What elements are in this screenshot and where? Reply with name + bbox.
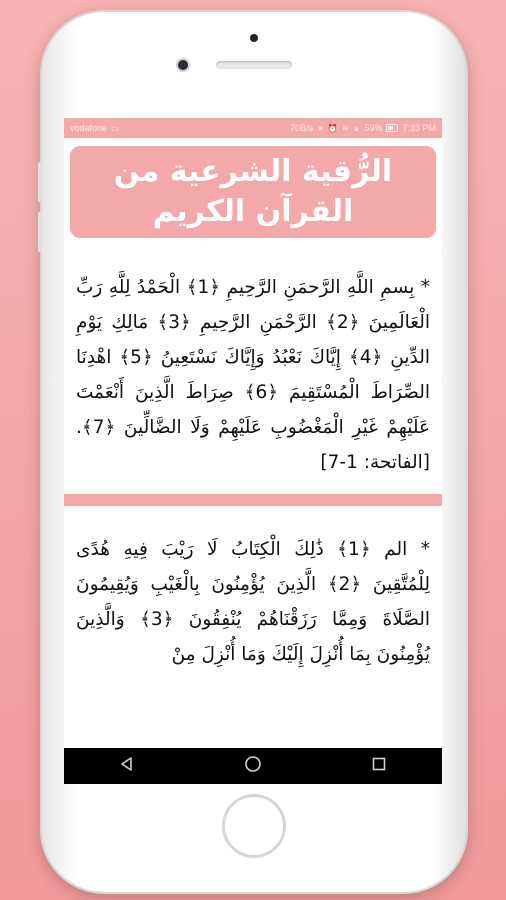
mute-icon: ✕ (317, 123, 324, 133)
page-title-line1: الرُّقية الشرعية من (113, 154, 393, 189)
back-triangle-icon[interactable] (119, 756, 135, 776)
app-screen (64, 118, 442, 784)
screenshot-icon: ▭ (111, 123, 119, 133)
page-title-card (70, 146, 436, 238)
network-speed: 70B/s (290, 123, 314, 133)
navigation-bar (64, 748, 442, 784)
battery-percent: 59% (364, 123, 383, 133)
section-divider (64, 494, 442, 506)
home-button[interactable] (222, 794, 286, 858)
status-time: 7:33 PM (402, 123, 436, 133)
volume-button (38, 162, 42, 202)
verse-block: * بِسمِ اللَّهِ الرَّحمَنِ الرَّحِيمِ ﴿1﴾ الْحَمْدُ لِلَّهِ رَبِّ الْعَالَمِينَ ﴿2﴾ الرَّحْمَنِ الرَّحِيمِ ﴿3﴾ مَالِكِ يَوْمِ الدِّينِ ﴿4﴾ إِيَّاكَ نَعْبُدُ وَإِيَّاكَ نَسْتَعِينُ ﴿5﴾ اهْدِنَا الصِّرَاطَ الْمُسْتَقِيمَ ﴿6﴾ صِرَاطَ الَّذِينَ أَنْعَمْتَ عَلَيْهِمْ غَيْرِ الْمَغْضُوبِ عَلَيْهِمْ وَلَا الضَّالِّينَ ﴿7﴾. [الفاتحة: 1-7] (76, 277, 430, 473)
wifi-icon: ≋ (341, 123, 349, 133)
earpiece-speaker (216, 61, 292, 69)
home-circle-icon[interactable] (244, 755, 262, 777)
recent-square-icon[interactable] (371, 756, 387, 776)
alarm-icon: ⏰ (327, 123, 338, 133)
verse-block: * الم ﴿1﴾ ذَٰلِكَ الْكِتَابُ لَا رَيْبَ فِيهِ هُدًى لِلْمُتَّقِينَ ﴿2﴾ الَّذِينَ يُؤْمِنُونَ بِالْغَيْبِ وَيُقِيمُونَ الصَّلَاةَ وَمِمَّا رَزَقْنَاهُمْ يُنْفِقُونَ ﴿3﴾ وَالَّذِينَ يُؤْمِنُونَ بِمَا أُنْزِلَ إِلَيْكَ وَمَا أُنْزِلَ مِنْ (76, 539, 430, 665)
status-bar (64, 118, 442, 138)
signal-icon: ▲ (352, 123, 361, 133)
front-camera (178, 60, 188, 70)
volume-button (38, 212, 42, 252)
page-title-line2: القرآن الكريم (152, 194, 354, 229)
sensor-dot (250, 34, 258, 42)
carrier-label: vodafone (70, 123, 108, 133)
battery-icon (386, 124, 398, 132)
